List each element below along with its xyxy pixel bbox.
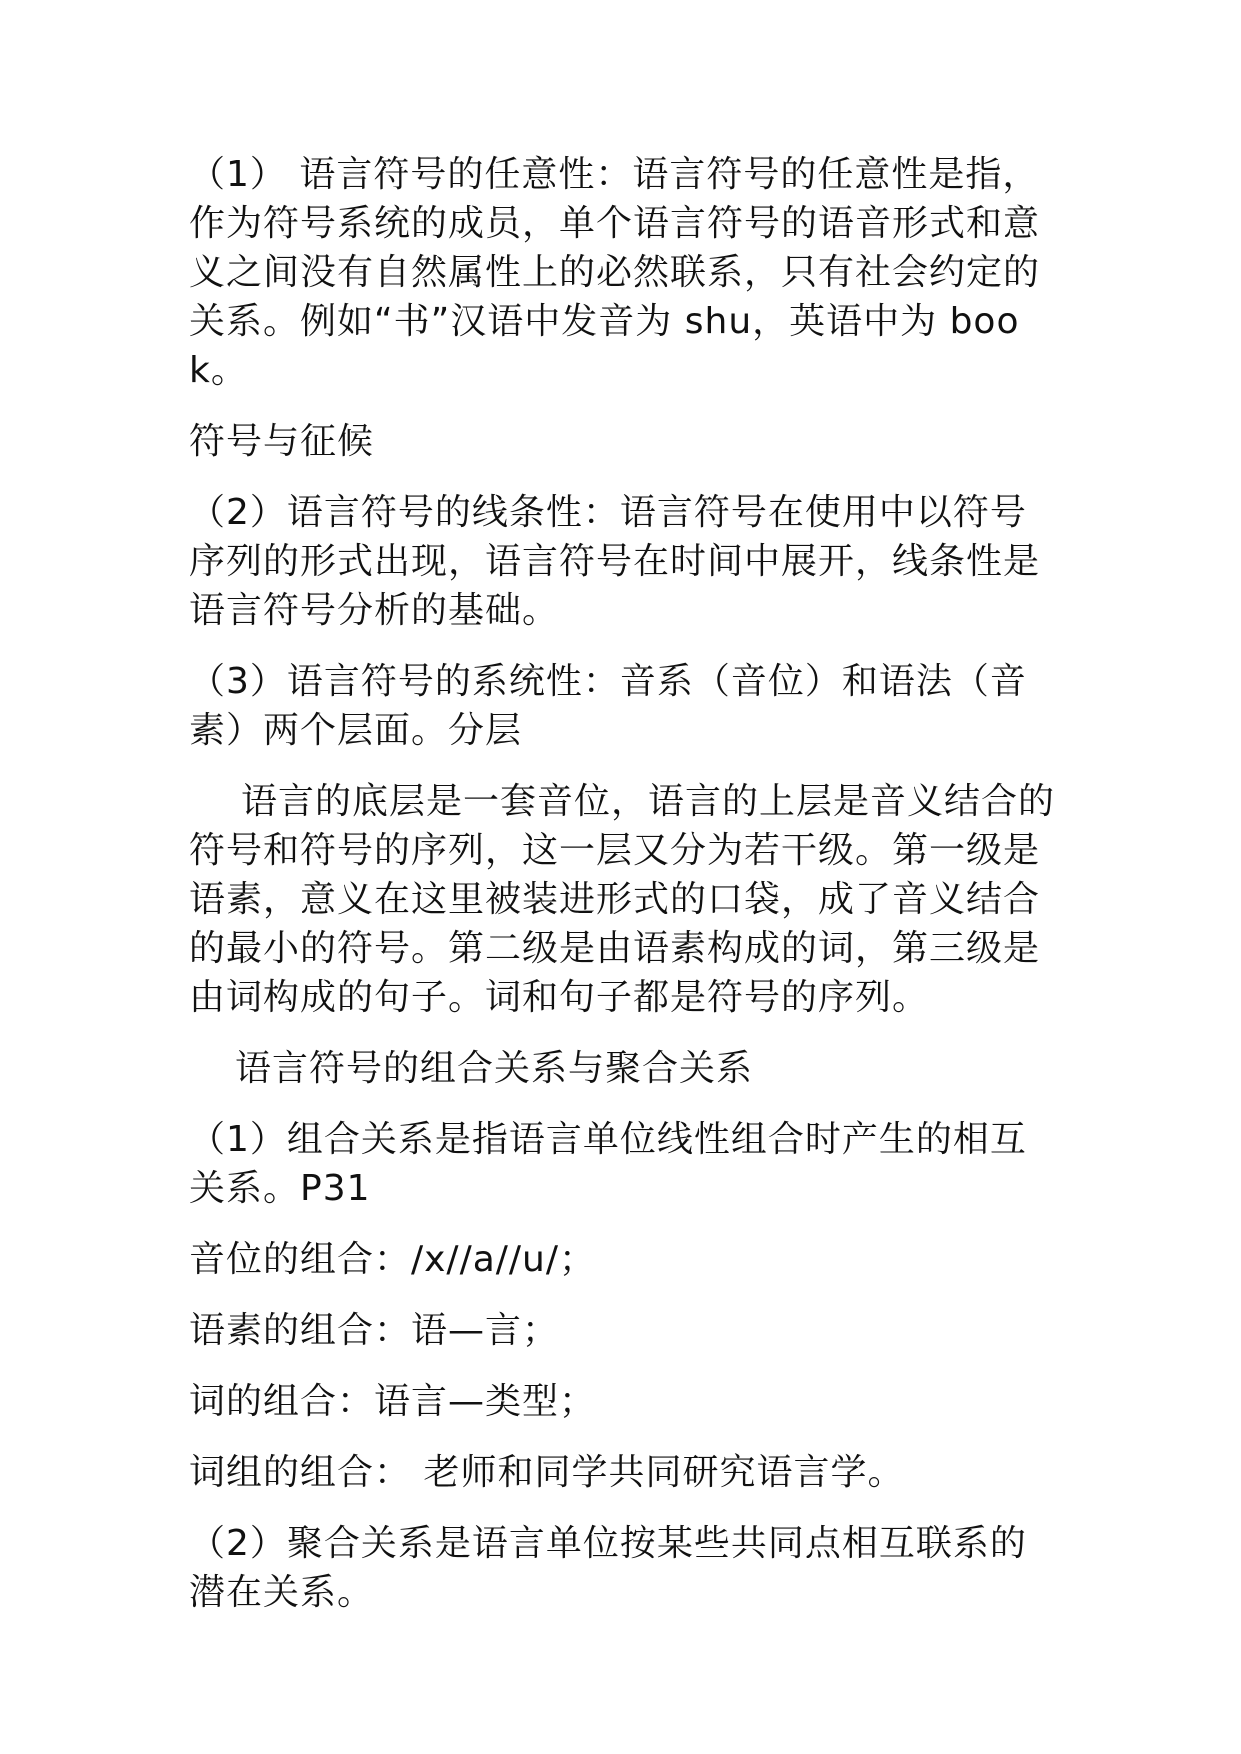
paragraph-syntagmatic: （1）组合关系是指语言单位线性组合时产生的相互关系。P31: [189, 1119, 1027, 1209]
example-phoneme-combination: 音位的组合：/x//a//u/；: [189, 1239, 596, 1280]
paragraph-language-layers: 语言的底层是一套音位，语言的上层是音义结合的符号和符号的序列，这一层又分为若干级。第一级是语素，意义在这里被装进形式的口袋，成了音义结合的最小的符号。第二级是由语素构成的词，第三级是由词构成的句子。词和句子都是符号的序列。: [189, 781, 1056, 1018]
paragraph-paradigmatic: （2）聚合关系是语言单位按某些共同点相互联系的潜在关系。: [189, 1523, 1027, 1613]
paragraph-symbol-and-sign: 符号与征候: [189, 421, 375, 462]
paragraph-systematicity: （3）语言符号的系统性：音系（音位）和语法（音素）两个层面。分层: [189, 661, 1027, 751]
example-phrase-combination: 词组的组合： 老师和同学共同研究语言学。: [189, 1452, 905, 1493]
example-morpheme-combination: 语素的组合：语—言；: [189, 1310, 560, 1351]
paragraph-arbitrariness: （1） 语言符号的任意性：语言符号的任意性是指，作为符号系统的成员，单个语言符号的语音形式和意义之间没有自然属性上的必然联系，只有社会约定的关系。例如“书”汉语中发音为 shu，英语中为 book。: [189, 154, 1041, 391]
document-body: [189, 150, 1059, 1639]
example-word-combination: 词的组合：语言—类型；: [189, 1381, 597, 1422]
section-heading-relations: 语言符号的组合关系与聚合关系: [235, 1048, 754, 1089]
paragraph-linearity: （2）语言符号的线条性：语言符号在使用中以符号序列的形式出现，语言符号在时间中展开，线条性是语言符号分析的基础。: [189, 492, 1041, 631]
